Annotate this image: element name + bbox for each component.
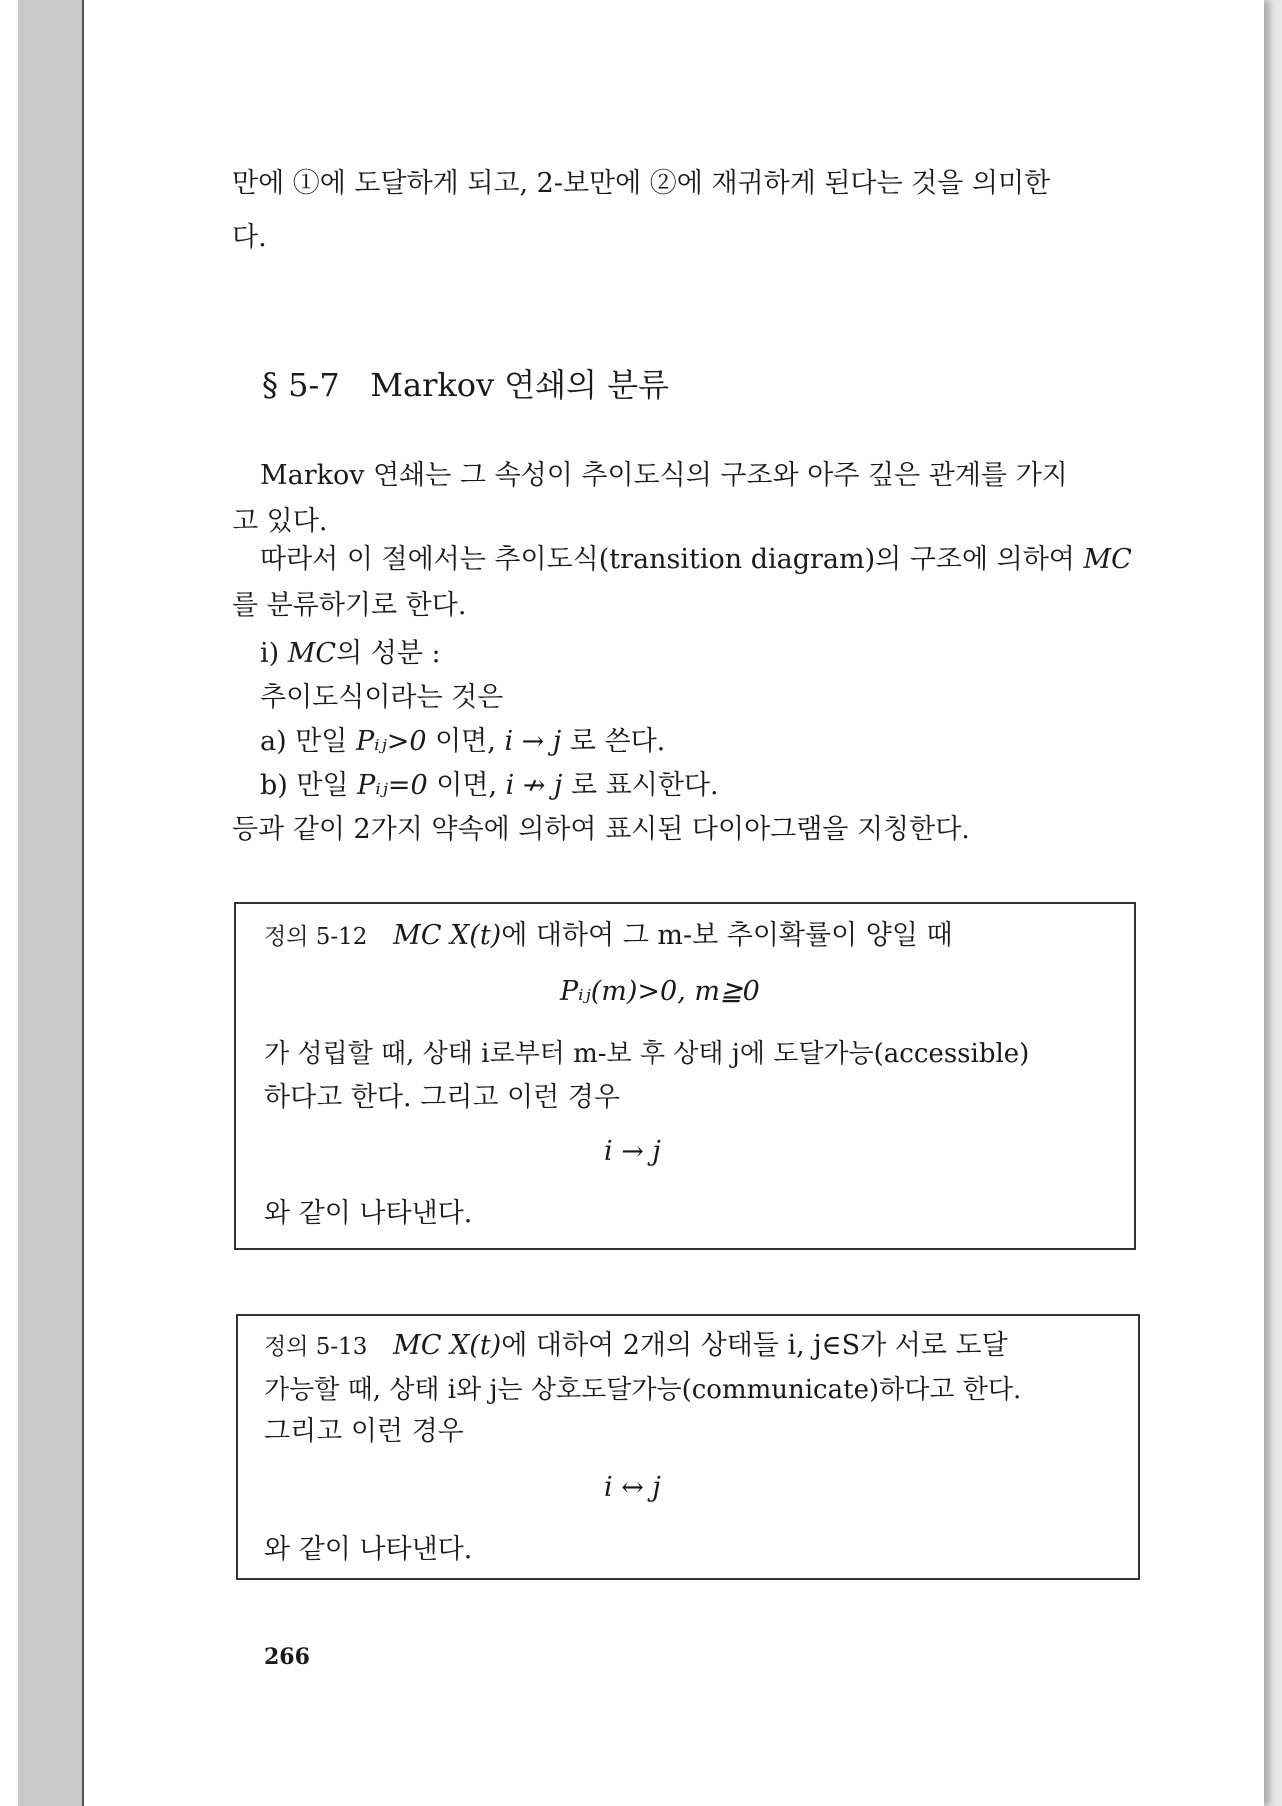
def1-line3: 하다고 한다. 그리고 이런 경우	[264, 1082, 620, 1113]
body-p2-line2: 를 분류하기로 한다.	[232, 590, 467, 621]
def1-line2: 가 성립할 때, 상태 i로부터 m-보 후 상태 j에 도달가능(accessible)	[264, 1039, 1030, 1069]
top-para-line2: 다.	[232, 222, 267, 253]
def2-head-math: MC X(t)	[393, 1330, 502, 1361]
item-a-arrow: i → j	[504, 726, 562, 757]
def2-relation: i ↔ j	[604, 1472, 661, 1503]
top-para-line1: 만에 ①에 도달하게 되고, 2-보만에 ②에 재귀하게 된다는 것을 의미한	[232, 168, 1051, 199]
def1-head-math: MC X(t)	[393, 920, 502, 951]
body-p2-mc: MC	[1083, 544, 1132, 575]
body-p2-text: 따라서 이 절에서는 추이도식(transition diagram)의 구조에 의하여	[260, 544, 1084, 575]
page-number: 266	[264, 1644, 310, 1670]
def2-line2: 가능할 때, 상태 i와 j는 상호도달가능(communicate)하다고 한다.	[264, 1375, 1022, 1405]
item-a-mid: 이면,	[426, 726, 505, 757]
item-b	[260, 768, 719, 804]
def2-head-rest: 에 대하여 2개의 상태들 i, j∈S가 서로 도달	[501, 1330, 1008, 1361]
section-heading	[262, 360, 669, 406]
section-number: § 5-7	[262, 366, 340, 404]
diagram-intro: 추이도식이라는 것은	[260, 682, 504, 713]
def1-label: 정의 5-12	[264, 924, 368, 950]
body-p1-line1: Markov 연쇄는 그 속성이 추이도식의 구조와 아주 깊은 관계를 가지	[260, 460, 1068, 491]
item-a-math: Pᵢⱼ>0	[355, 726, 427, 757]
def1-line4: 와 같이 나타낸다.	[264, 1198, 473, 1229]
def2-line4: 와 같이 나타낸다.	[264, 1534, 473, 1565]
item-i-mc: MC	[287, 638, 337, 669]
item-a-prefix: a) 만일	[260, 726, 356, 757]
def1-head	[264, 918, 953, 955]
item-i-prefix: i)	[260, 638, 288, 669]
def1-relation: i → j	[604, 1136, 661, 1167]
body-closing: 등과 같이 2가지 약속에 의하여 표시된 다이아그램을 지칭한다.	[232, 814, 970, 845]
def2-line3: 그리고 이런 경우	[264, 1416, 464, 1447]
def2-head	[264, 1328, 1008, 1365]
item-i-rest: 의 성분 :	[336, 638, 441, 669]
item-b-math: Pᵢⱼ=0	[357, 770, 428, 801]
section-title: Markov 연쇄의 분류	[370, 366, 669, 404]
page-edge	[1262, 0, 1282, 1806]
item-b-end: 로 표시한다.	[571, 770, 719, 801]
body-p1-line2: 고 있다.	[232, 506, 328, 537]
item-a-end: 로 쓴다.	[569, 726, 666, 757]
item-b-mid: 이면,	[427, 770, 506, 801]
body-p2-line1	[260, 542, 1132, 578]
def2-label: 정의 5-13	[264, 1334, 368, 1360]
item-a	[260, 724, 665, 760]
item-i	[260, 636, 441, 672]
book-spine	[18, 0, 82, 1806]
def1-head-rest: 에 대하여 그 m-보 추이확률이 양일 때	[501, 920, 953, 951]
def1-formula: Pᵢⱼ(m)>0, m≧0	[560, 976, 760, 1007]
item-b-arrow: i ↛ j	[505, 770, 563, 801]
item-b-prefix: b) 만일	[260, 770, 358, 801]
